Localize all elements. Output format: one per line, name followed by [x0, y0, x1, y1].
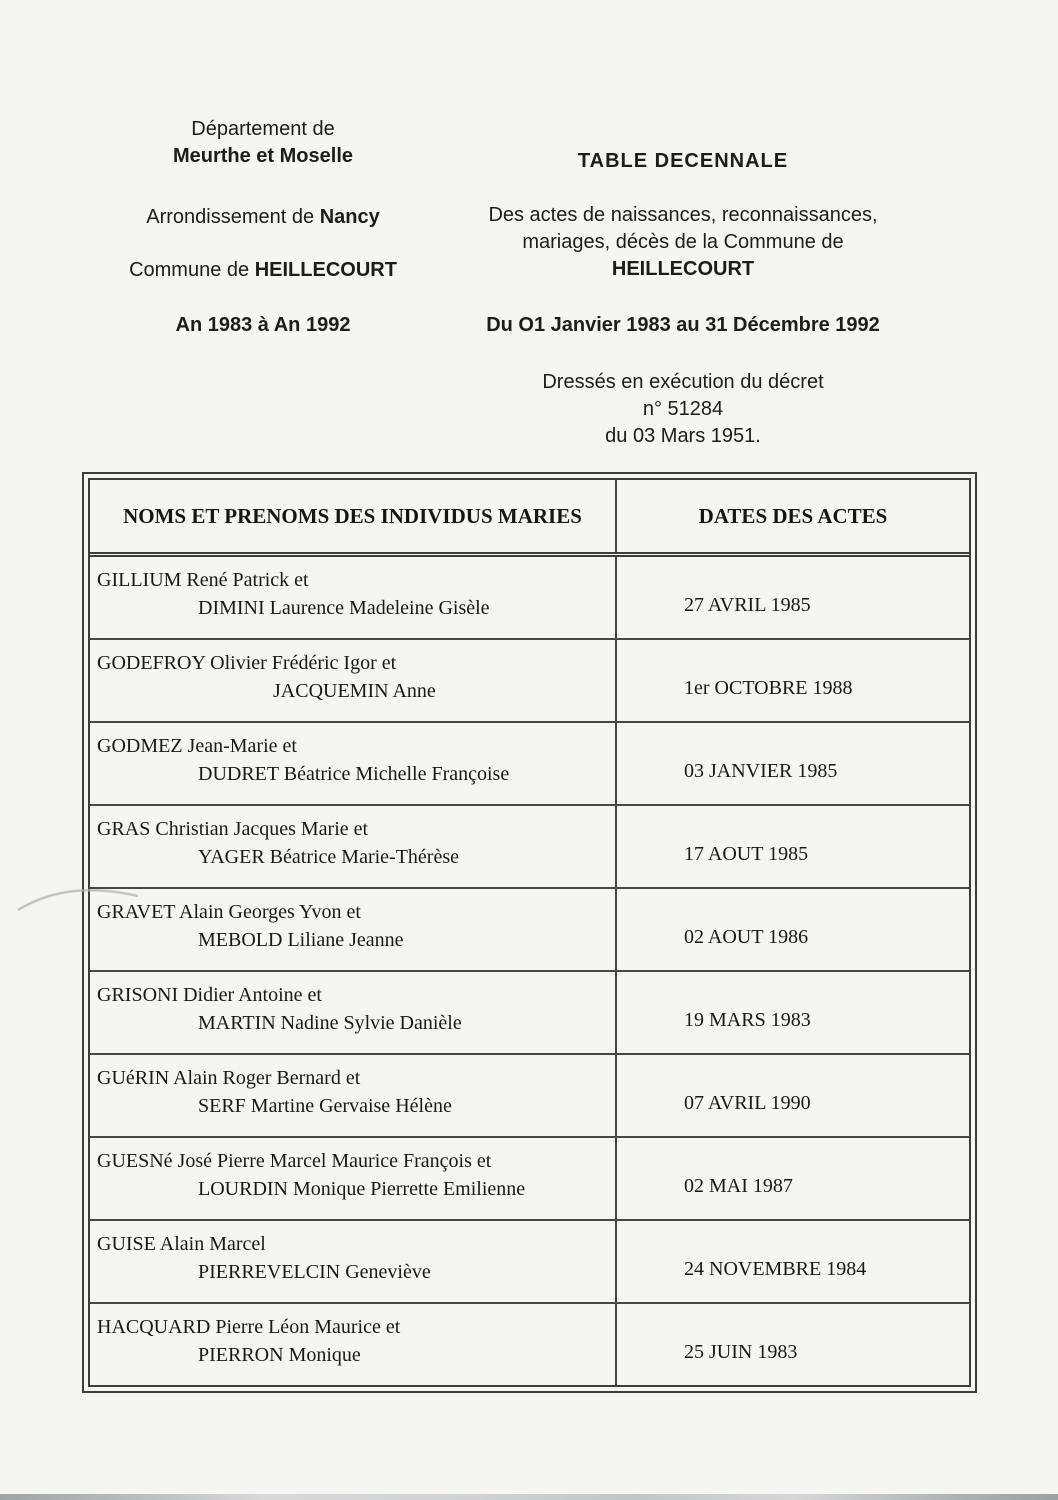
arrondissement-name: Nancy	[319, 206, 380, 228]
husband-name: GUISE Alain Marcel	[97, 1233, 266, 1255]
table-row	[90, 889, 969, 972]
act-date: 02 MAI 1987	[684, 1175, 793, 1197]
act-date: 03 JANVIER 1985	[684, 760, 838, 782]
husband-name: GUéRIN Alain Roger Bernard et	[97, 1067, 361, 1089]
commune-name-title: HEILLECOURT	[611, 258, 755, 280]
wife-name: SERF Martine Gervaise Hélène	[198, 1095, 452, 1117]
act-date: 25 JUIN 1983	[684, 1341, 798, 1363]
subtitle-line-2: mariages, décès de la Commune de	[522, 231, 844, 253]
table-row	[90, 557, 969, 640]
department-name: Meurthe et Moselle	[172, 145, 354, 167]
names-cell	[90, 1055, 617, 1136]
table-row	[90, 1138, 969, 1221]
commune-line	[120, 257, 406, 284]
table-row	[90, 1304, 969, 1385]
table-row	[90, 640, 969, 723]
header-right-block	[466, 148, 900, 450]
wife-name: PIERRON Monique	[198, 1344, 361, 1366]
names-cell	[90, 1138, 617, 1219]
act-date: 1er OCTOBRE 1988	[684, 677, 853, 699]
wife-name: MARTIN Nadine Sylvie Danièle	[198, 1012, 462, 1034]
husband-name: GILLIUM René Patrick et	[97, 569, 309, 591]
husband-name: HACQUARD Pierre Léon Maurice et	[97, 1316, 401, 1338]
act-date: 27 AVRIL 1985	[684, 594, 811, 616]
wife-name: DIMINI Laurence Madeleine Gisèle	[198, 597, 490, 619]
table-row	[90, 972, 969, 1055]
decree-date: du 03 Mars 1951.	[605, 425, 761, 447]
names-cell	[90, 1221, 617, 1302]
header-left-block	[120, 116, 406, 339]
table-row	[90, 1221, 969, 1304]
table-row	[90, 723, 969, 806]
year-range: An 1983 à An 1992	[175, 314, 351, 336]
arrondissement-label: Arrondissement de	[146, 206, 320, 228]
decree-number: n° 51284	[642, 398, 724, 420]
act-date: 19 MARS 1983	[684, 1009, 811, 1031]
act-date: 07 AVRIL 1990	[684, 1092, 811, 1114]
names-cell	[90, 723, 617, 804]
arrondissement-line	[120, 204, 406, 231]
names-cell	[90, 640, 617, 721]
wife-name: YAGER Béatrice Marie-Thérèse	[198, 846, 459, 868]
page-title: TABLE DECENNALE	[577, 150, 789, 172]
names-cell	[90, 1304, 617, 1385]
decennial-table	[82, 472, 977, 1393]
names-cell	[90, 889, 617, 970]
act-date: 24 NOVEMBRE 1984	[684, 1258, 867, 1280]
scanner-edge-artifact	[0, 1494, 1058, 1500]
husband-name: GODMEZ Jean-Marie et	[97, 735, 297, 757]
husband-name: GRISONI Didier Antoine et	[97, 984, 322, 1006]
wife-name: DUDRET Béatrice Michelle Françoise	[198, 763, 510, 785]
date-range: Du O1 Janvier 1983 au 31 Décembre 1992	[486, 314, 880, 336]
husband-name: GODEFROY Olivier Frédéric Igor et	[97, 652, 397, 674]
subtitle-line-1: Des actes de naissances, reconnaissances,	[488, 204, 878, 226]
table-row	[90, 1055, 969, 1138]
act-date: 02 AOUT 1986	[684, 926, 809, 948]
names-cell	[90, 972, 617, 1053]
table-row	[90, 806, 969, 889]
column-header-names: NOMS ET PRENOMS DES INDIVIDUS MARIES	[90, 480, 617, 552]
table-header-row	[90, 480, 969, 557]
names-cell	[90, 557, 617, 638]
commune-name: HEILLECOURT	[254, 259, 397, 281]
wife-name: MEBOLD Liliane Jeanne	[198, 929, 404, 951]
names-cell	[90, 806, 617, 887]
commune-label: Commune de	[129, 259, 255, 281]
pencil-mark-artifact	[14, 876, 144, 922]
husband-name: GUESNé José Pierre Marcel Maurice François et	[97, 1150, 492, 1172]
wife-name: JACQUEMIN Anne	[273, 680, 436, 702]
decennial-table-inner	[88, 478, 971, 1387]
decree-line-1: Dressés en exécution du décret	[542, 371, 824, 393]
wife-name: PIERREVELCIN Geneviève	[198, 1261, 431, 1283]
wife-name: LOURDIN Monique Pierrette Emilienne	[198, 1178, 526, 1200]
department-label: Département de	[191, 118, 335, 140]
column-header-dates: DATES DES ACTES	[698, 503, 888, 528]
act-date: 17 AOUT 1985	[684, 843, 809, 865]
husband-name: GRAS Christian Jacques Marie et	[97, 818, 369, 840]
husband-name: GRAVET Alain Georges Yvon et	[97, 901, 361, 923]
